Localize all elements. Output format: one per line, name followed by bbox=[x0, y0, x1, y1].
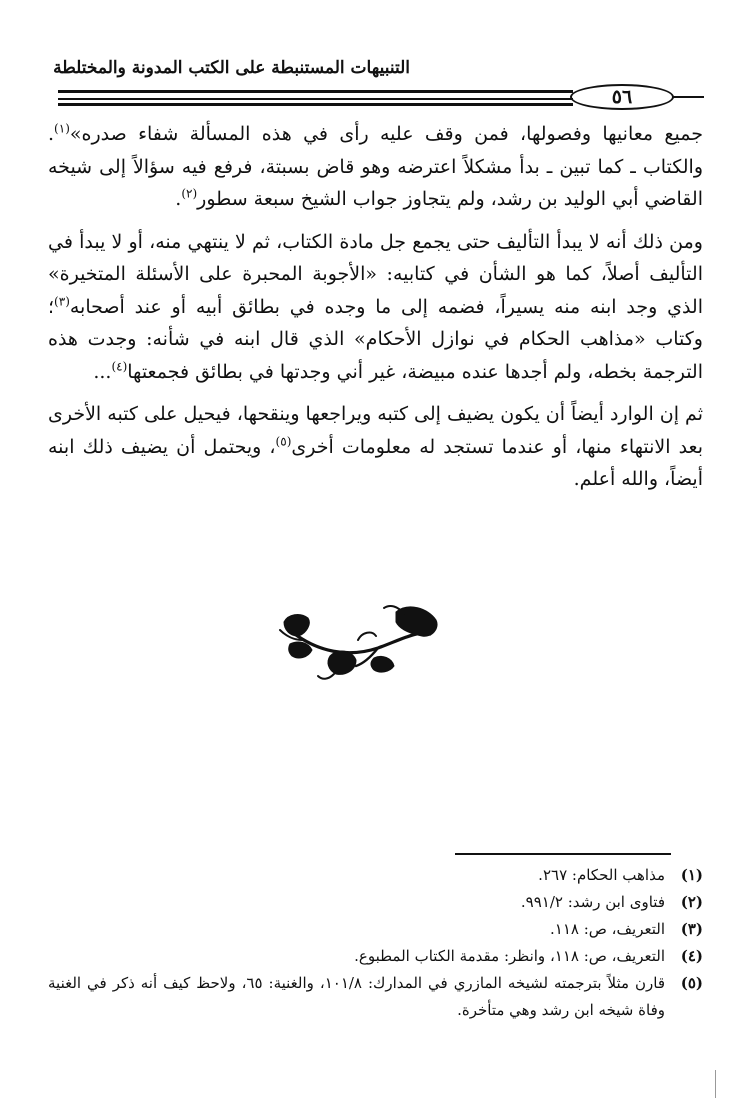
p3-text-a: ثم إن الوارد أيضاً أن يكون يضيف إلى كتبه ويراجعها وينقحها، فيحيل على كتبه الأخرى بعد الانتهاء منها، أو عندما تستجد له معلومات أخرى bbox=[48, 403, 704, 458]
footnote-number: (١) bbox=[680, 866, 703, 884]
ornament-bottom-bloom bbox=[328, 651, 356, 674]
header-rule-thick bbox=[58, 90, 573, 93]
p2-text-b: ؛ وكتاب «مذاهب الحكام في نوازل الأحكام» الذي قال ابنه في شأنه: وجدت هذه الترجمة بخطه، ولم أجدها عنده مبيضة، غير أني وجدتها في بطائق فجمعتها bbox=[48, 295, 703, 383]
footnote-2 bbox=[48, 889, 703, 916]
footnote-ref-1[interactable]: (١) bbox=[54, 121, 70, 136]
footnote-text: مذاهب الحكام: ٢٦٧. bbox=[538, 866, 665, 884]
footnote-5 bbox=[48, 970, 703, 1024]
footnote-3 bbox=[48, 916, 703, 943]
ornament-left-bud bbox=[289, 642, 312, 658]
footnote-text: قارن مثلاً بترجمته لشيخه المازري في المدارك: ١٠١/٨، والغنية: ٦٥، ولاحظ كيف أنه ذكر في الغنية وفاة شيخه ابن رشد وهي متأخرة. bbox=[48, 974, 665, 1019]
footnote-4 bbox=[48, 943, 703, 970]
floral-vignette-icon bbox=[278, 600, 444, 682]
footnote-ref-2[interactable]: (٢) bbox=[181, 186, 198, 201]
header-rule-bottom bbox=[58, 103, 573, 106]
footnotes bbox=[48, 862, 703, 1024]
footnote-number: (٢) bbox=[680, 893, 703, 911]
footnote-text: التعريف، ص: ١١٨، وانظر: مقدمة الكتاب المطبوع. bbox=[354, 947, 665, 965]
header-rule-tail bbox=[672, 96, 704, 98]
p1-text-a: جميع معانيها وفصولها، فمن وقف عليه رأى في هذه المسألة شفاء صدره» bbox=[69, 123, 703, 145]
footnote-1 bbox=[48, 862, 703, 889]
footnote-ref-3[interactable]: (٣) bbox=[54, 294, 70, 309]
paragraph-2 bbox=[48, 226, 703, 389]
footnote-ref-4[interactable]: (٤) bbox=[111, 359, 128, 374]
main-text bbox=[48, 118, 703, 496]
ornament-small-bud bbox=[371, 656, 394, 672]
ornament-curl bbox=[358, 633, 376, 640]
p2-text-a: ومن ذلك أنه لا يبدأ التأليف حتى يجمع جل مادة الكتاب، ثم لا ينتهي منه، أو لا يبدأ في التأليف أصلاً، كما هو الشأن في كتابيه: «الأجوبة المحبرة على الأسئلة المتخيرة» الذي وجد ابنه منه يسيراً، فضمه إلى ما وجده في بطائق أبيه أو عند أصحابه bbox=[48, 230, 703, 318]
p1-text-c: . bbox=[175, 188, 182, 210]
running-header-title: التنبيهات المستنبطة على الكتب المدونة والمختلطة bbox=[53, 58, 410, 78]
ornament-bottom-sepal bbox=[318, 674, 334, 679]
paragraph-3 bbox=[48, 398, 703, 496]
footnote-text: التعريف، ص: ١١٨. bbox=[550, 920, 665, 938]
p3-text-b: ، ويحتمل أن يضيف ذلك ابنه أيضاً، والله أعلم. bbox=[48, 435, 703, 490]
paragraph-1 bbox=[48, 118, 703, 216]
footnote-text: فتاوى ابن رشد: ٩٩١/٢. bbox=[520, 893, 665, 911]
footnote-number: (٣) bbox=[680, 920, 703, 938]
footnote-separator bbox=[455, 853, 671, 855]
page-number: ٥٦ bbox=[570, 84, 674, 110]
p2-text-c: ... bbox=[93, 360, 112, 383]
page-edge-mark bbox=[715, 1070, 716, 1098]
ornament-group bbox=[280, 606, 437, 679]
footnote-number: (٥) bbox=[680, 974, 703, 992]
footnote-number: (٤) bbox=[680, 947, 703, 965]
ornament-left-bloom bbox=[284, 615, 309, 636]
header-rule-thin bbox=[58, 98, 573, 100]
footnote-ref-5[interactable]: (٥) bbox=[275, 434, 292, 449]
p1-text-b: . والكتاب ـ كما تبين ـ بدأ مشكلاً اعترضه وهو قاض بسبتة، فرفع فيه سؤالاً إلى شيخه القاضي أبي الوليد بن رشد، ولم يتجاوز جواب الشيخ سبعة سطور bbox=[48, 123, 703, 210]
